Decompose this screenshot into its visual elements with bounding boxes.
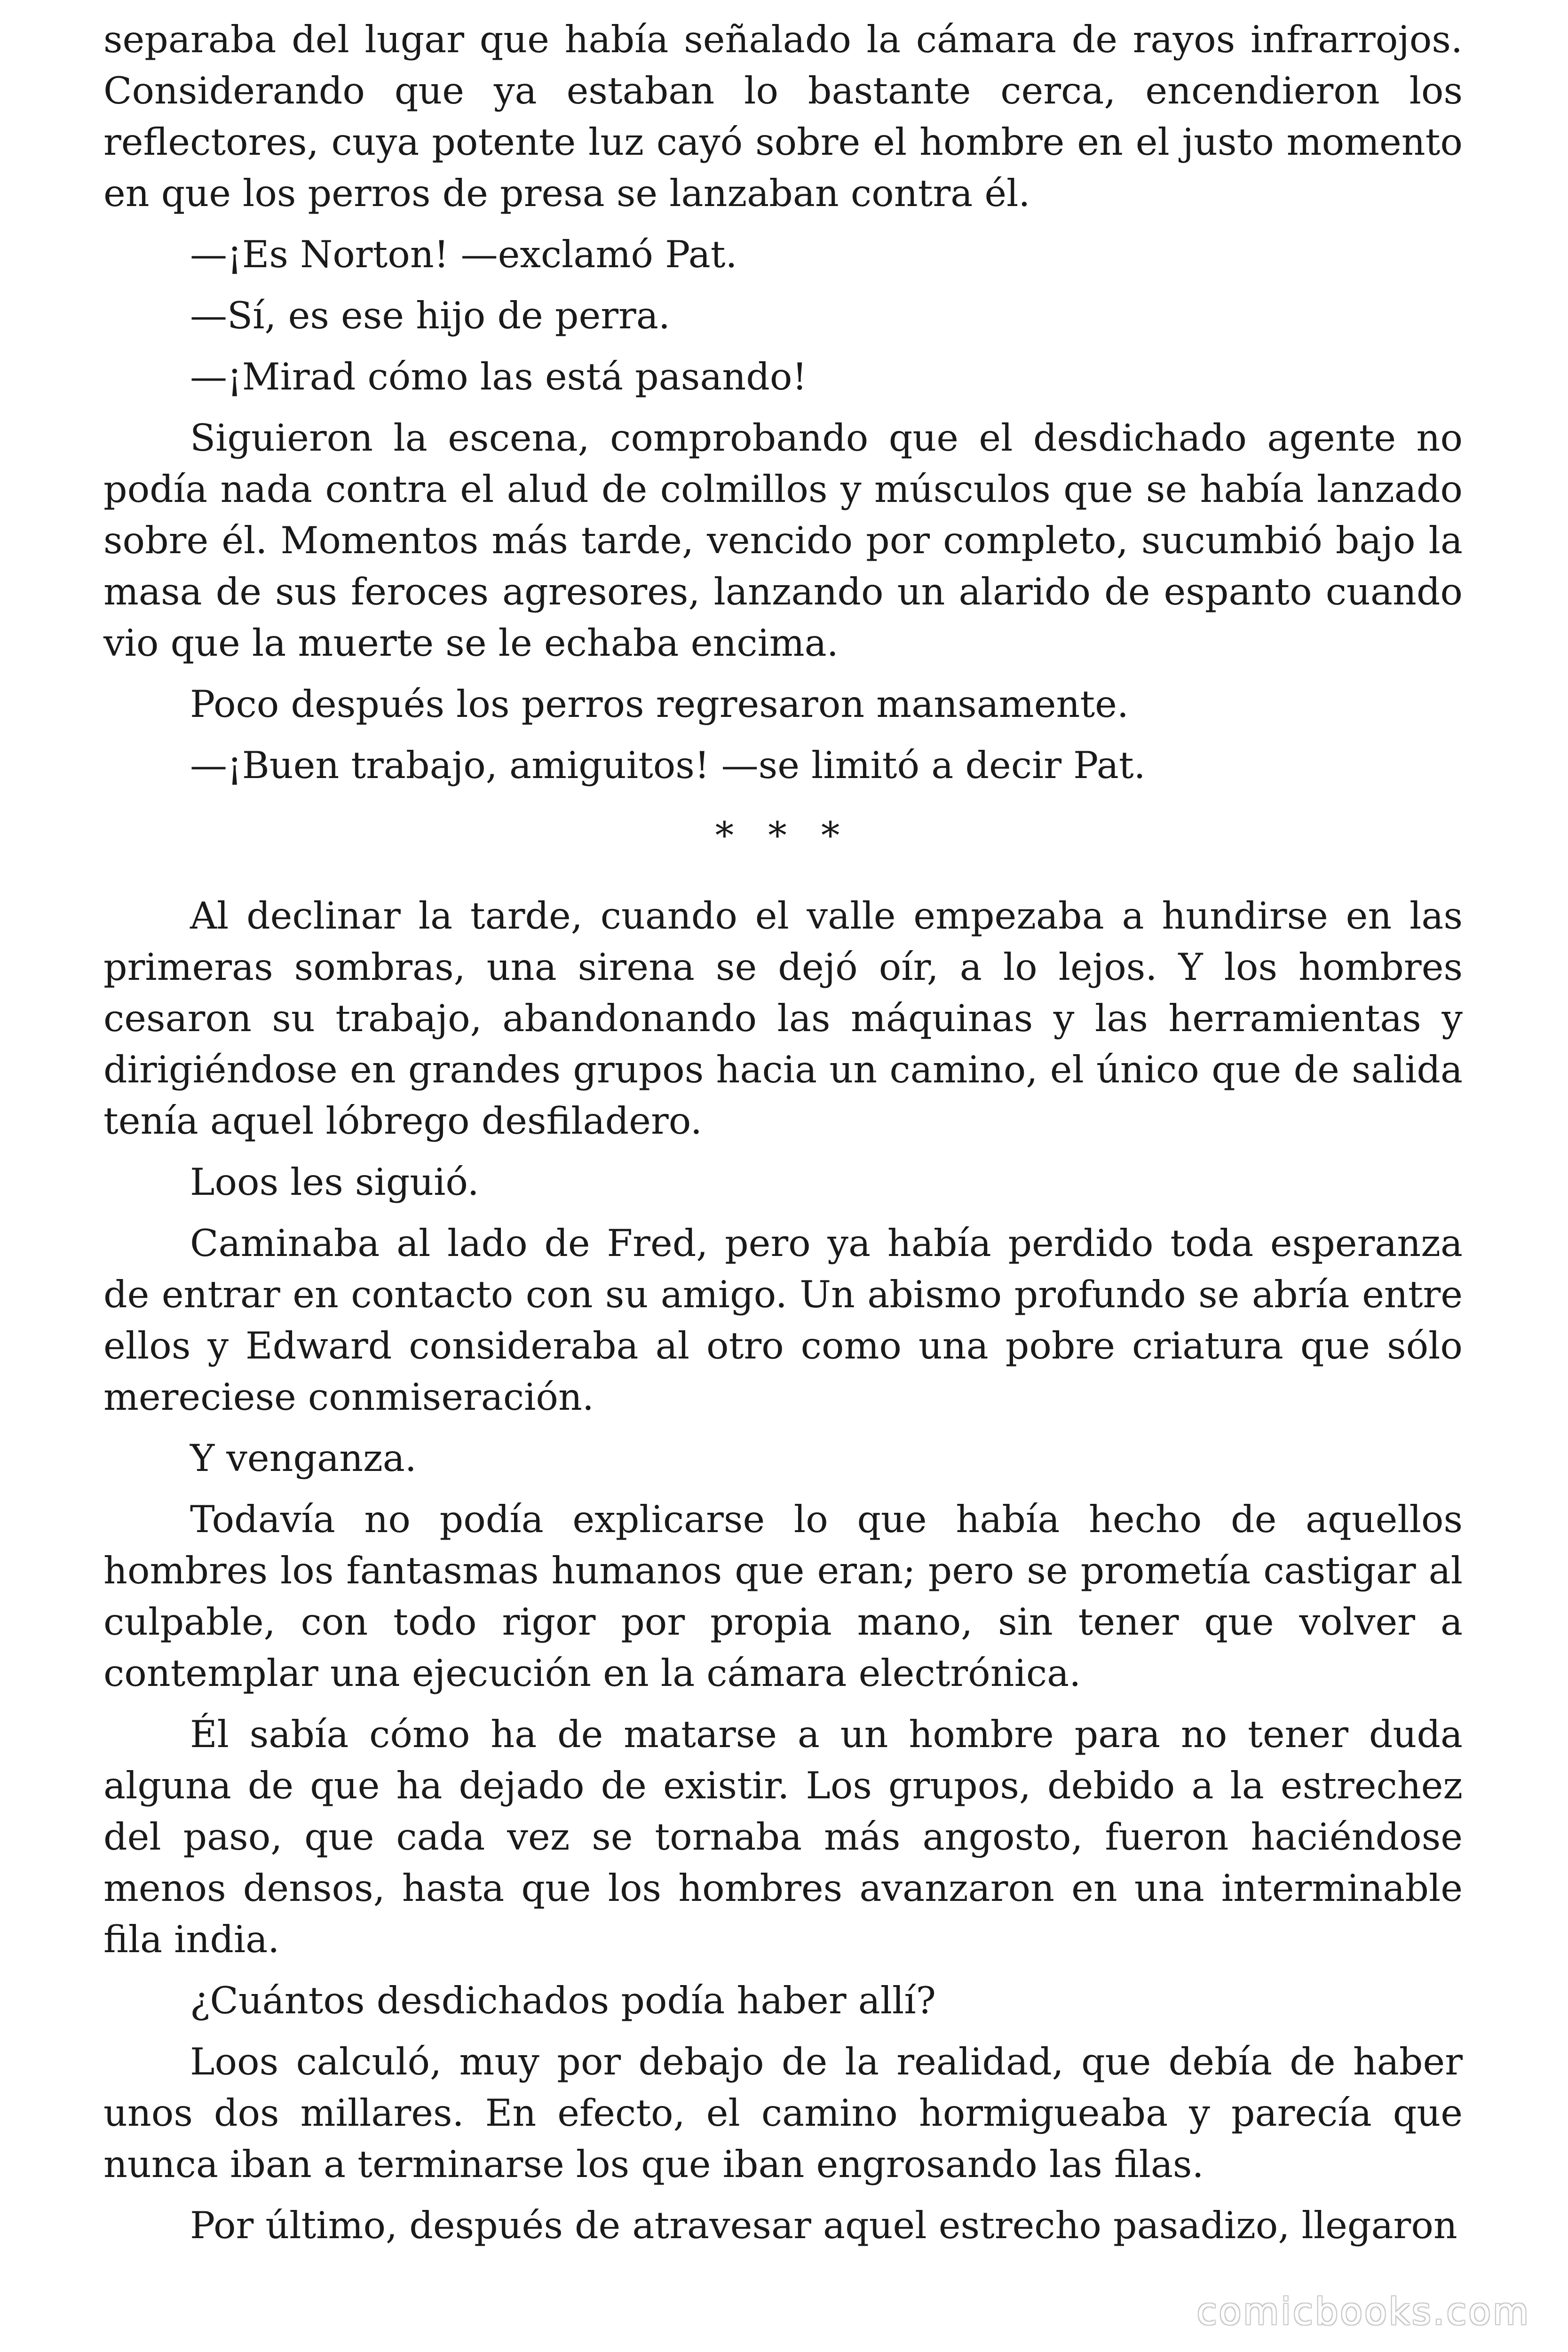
dialogue-line: —¡Buen trabajo, amiguitos! —se limitó a decir Pat. xyxy=(190,744,1146,787)
paragraph: Siguieron la escena, comprobando que el desdichado agente no podía nada contra el alud de colmillos y músculos que se había lanzado sobre él. Momentos más tarde, vencido por completo, sucumbió bajo la masa de sus feroces agresores, lanzando un alarido de espanto cuando vio que la muerte se le echaba encima. xyxy=(103,416,1463,665)
paragraph: Al declinar la tarde, cuando el valle empezaba a hundirse en las primeras sombras, una sirena se dejó oír, a lo lejos. Y los hombres cesaron su trabajo, abandonando las máquinas y las herramientas y dirigiéndose en grandes grupos hacia un camino, el único que de salida tenía aquel lóbrego desfiladero. xyxy=(103,894,1463,1143)
dialogue-line: —¡Mirad cómo las está pasando! xyxy=(190,355,808,398)
section-separator: * * * xyxy=(715,814,851,857)
paragraph: Él sabía cómo ha de matarse a un hombre para no tener duda alguna de que ha dejado de existir. Los grupos, debido a la estrechez del paso, que cada vez se tornaba más angosto, fueron haciéndose menos densos, hasta que los hombres avanzaron en una interminable fila india. xyxy=(103,1713,1463,1961)
paragraph: ¿Cuántos desdichados podía haber allí? xyxy=(190,1979,936,2022)
paragraph-continuation: separaba del lugar que había señalado la cámara de rayos infrarrojos. Considerando que ya estaban lo bastante cerca, encendieron los reflectores, cuya potente luz cayó sobre el hombre en el justo momento en que los perros de presa se lanzaban contra él. xyxy=(103,18,1463,215)
paragraph: Por último, después de atravesar aquel estrecho pasadizo, llegaron xyxy=(190,2204,1457,2247)
paragraph: Loos les siguió. xyxy=(190,1160,479,1204)
paragraph: Loos calculó, muy por debajo de la realidad, que debía de haber unos dos millares. En efecto, el camino hormigueaba y parecía que nunca iban a terminarse los que iban engrosando las filas. xyxy=(103,2040,1463,2186)
paragraph: Y venganza. xyxy=(190,1437,417,1480)
book-page xyxy=(103,14,1463,2261)
paragraph: Todavía no podía explicarse lo que había hecho de aquellos hombres los fantasmas humanos que eran; pero se prometía castigar al culpable, con todo rigor por propia mano, sin tener que volver a contemplar una ejecución en la cámara electrónica. xyxy=(103,1498,1463,1695)
watermark: comicbooks.com xyxy=(1196,2291,1530,2333)
paragraph: Caminaba al lado de Fred, pero ya había perdido toda esperanza de entrar en contacto con su amigo. Un abismo profundo se abría entre ellos y Edward consideraba al otro como una pobre criatura que sólo mereciese conmiseración. xyxy=(103,1222,1463,1419)
dialogue-line: —Sí, es ese hijo de perra. xyxy=(190,294,670,337)
paragraph: Poco después los perros regresaron mansamente. xyxy=(190,683,1129,726)
dialogue-line: —¡Es Norton! —exclamó Pat. xyxy=(190,233,737,276)
